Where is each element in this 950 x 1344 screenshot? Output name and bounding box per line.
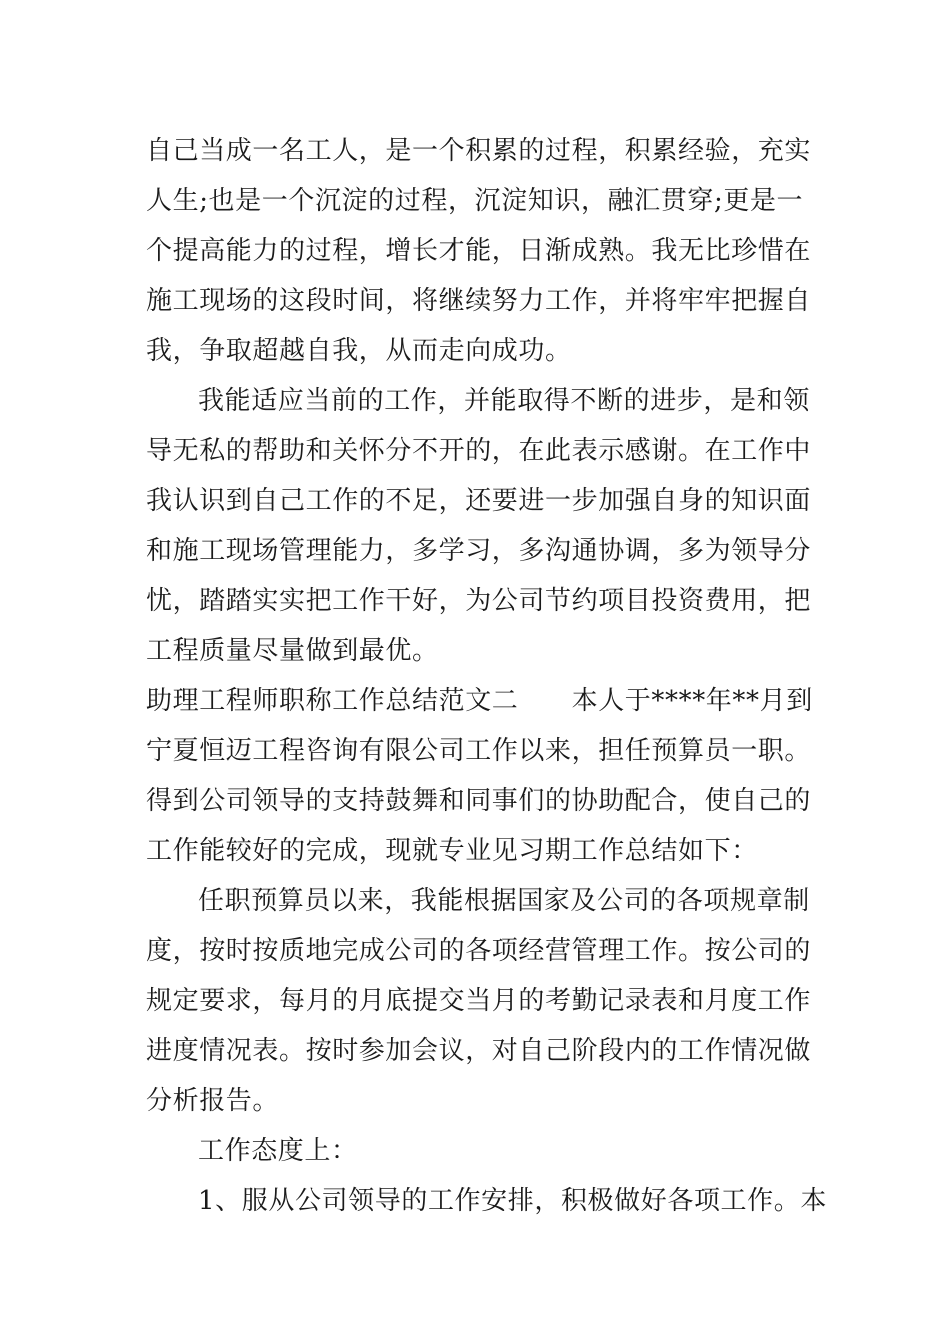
text-line: 分析报告。 bbox=[146, 1086, 280, 1116]
text-line: 进度情况表。按时参加会议，对自己阶段内的工作情况做 bbox=[146, 1036, 812, 1066]
text-line: 忧，踏踏实实把工作干好，为公司节约项目投资费用，把 bbox=[146, 586, 812, 616]
text-line: 工作能较好的完成，现就专业见习期工作总结如下： bbox=[146, 836, 758, 866]
text-line: 我认识到自己工作的不足，还要进一步加强自身的知识面 bbox=[146, 486, 812, 516]
section-heading-line: 助理工程师职称工作总结范文二 本人于****年**月到 bbox=[146, 686, 813, 716]
text-line: 导无私的帮助和关怀分不开的，在此表示感谢。在工作中 bbox=[146, 436, 812, 466]
text-line: 人生;也是一个沉淀的过程，沉淀知识，融汇贯穿;更是一 bbox=[146, 186, 804, 216]
paragraph-first-line: 我能适应当前的工作，并能取得不断的进步，是和领 bbox=[198, 386, 810, 416]
paragraph-first-line: 任职预算员以来，我能根据国家及公司的各项规章制 bbox=[198, 886, 810, 916]
text-line: 规定要求，每月的月底提交当月的考勤记录表和月度工作 bbox=[146, 986, 812, 1016]
text-line: 得到公司领导的支持鼓舞和同事们的协助配合，使自己的 bbox=[146, 786, 812, 816]
text-line: 施工现场的这段时间，将继续努力工作，并将牢牢把握自 bbox=[146, 286, 812, 316]
text-line: 个提高能力的过程，增长才能，日渐成熟。我无比珍惜在 bbox=[146, 236, 812, 266]
list-item-line: 1、服从公司领导的工作安排，积极做好各项工作。本 bbox=[198, 1186, 827, 1216]
text-line: 宁夏恒迈工程咨询有限公司工作以来，担任预算员一职。 bbox=[146, 736, 812, 766]
text-line: 度，按时按质地完成公司的各项经营管理工作。按公司的 bbox=[146, 936, 812, 966]
text-line: 我，争取超越自我，从而走向成功。 bbox=[146, 336, 572, 366]
text-line: 工程质量尽量做到最优。 bbox=[146, 636, 439, 666]
paragraph-first-line: 工作态度上： bbox=[198, 1136, 358, 1166]
text-line: 和施工现场管理能力，多学习，多沟通协调，多为领导分 bbox=[146, 536, 812, 566]
text-line: 自己当成一名工人，是一个积累的过程，积累经验，充实 bbox=[146, 136, 812, 166]
document-body bbox=[146, 126, 827, 1226]
